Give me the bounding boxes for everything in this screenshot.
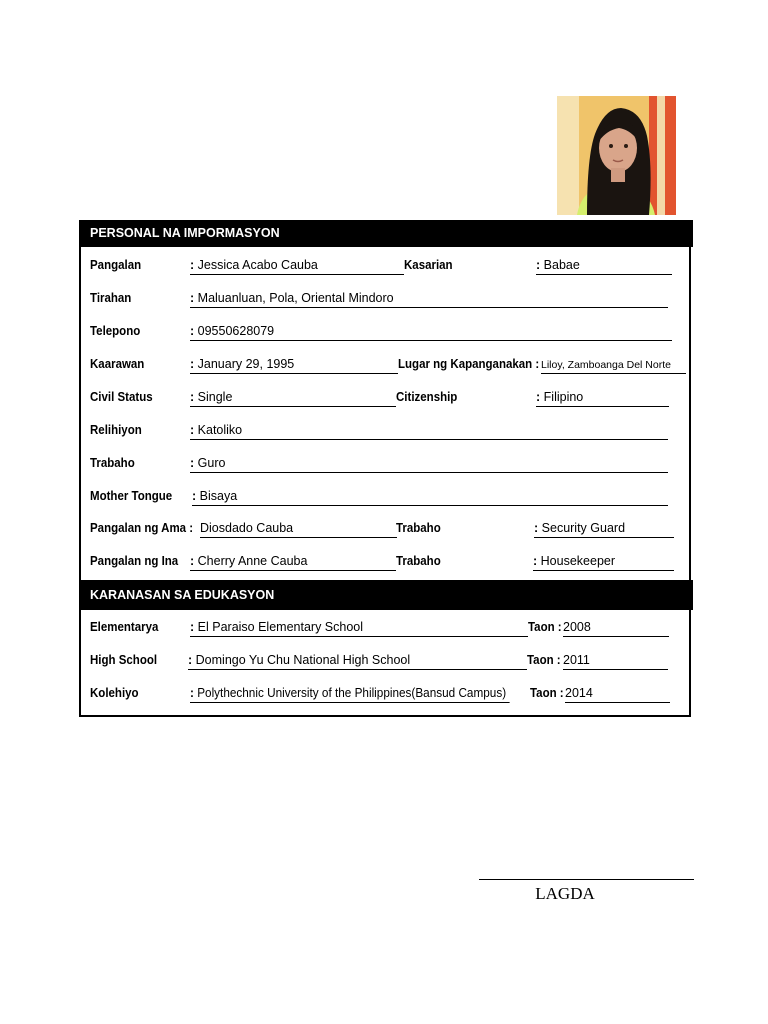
value-phone: : 09550628079: [190, 324, 672, 341]
label-high-school-year: Taon :: [527, 653, 561, 667]
section-header-personal: PERSONAL NA IMPORMASYON: [79, 220, 693, 247]
signature-label: LAGDA: [535, 884, 595, 903]
profile-photo: [557, 96, 676, 215]
value-religion: : Katoliko: [190, 423, 668, 440]
value-citizenship: : Filipino: [536, 390, 669, 407]
label-college-year: Taon :: [530, 686, 564, 700]
label-elementary: Elementarya: [90, 620, 159, 634]
value-father-name: Diosdado Cauba: [200, 521, 397, 538]
label-birthplace: Lugar ng Kapanganakan :: [398, 357, 540, 371]
label-father-name: Pangalan ng Ama :: [90, 521, 194, 535]
value-high-school: : Domingo Yu Chu National High School: [188, 653, 527, 670]
label-mother-occupation: Trabaho: [396, 554, 441, 568]
value-mother-tongue: : Bisaya: [192, 489, 668, 506]
value-occupation: : Guro: [190, 456, 668, 473]
label-name: Pangalan: [90, 258, 142, 272]
value-name: : Jessica Acabo Cauba: [190, 258, 404, 275]
value-high-school-year: 2011: [563, 653, 668, 670]
label-mother-name: Pangalan ng Ina: [90, 554, 179, 568]
value-elementary: : El Paraiso Elementary School: [190, 620, 528, 637]
label-phone: Telepono: [90, 324, 141, 338]
label-birthday: Kaarawan: [90, 357, 145, 371]
label-high-school: High School: [90, 653, 158, 667]
value-college: : Polythechnic University of the Philippines(Bansud Campus): [190, 686, 510, 703]
label-sex: Kasarian: [404, 258, 453, 272]
label-occupation: Trabaho: [90, 456, 135, 470]
value-college-year: 2014: [565, 686, 670, 703]
label-elementary-year: Taon :: [528, 620, 562, 634]
label-address: Tirahan: [90, 291, 132, 305]
value-birthplace: Liloy, Zamboanga Del Norte: [541, 357, 686, 374]
value-mother-occupation: : Housekeeper: [533, 554, 674, 571]
value-elementary-year: 2008: [563, 620, 669, 637]
value-address: : Maluanluan, Pola, Oriental Mindoro: [190, 291, 668, 308]
label-religion: Relihiyon: [90, 423, 142, 437]
label-citizenship: Citizenship: [396, 390, 458, 404]
section-header-education: KARANASAN SA EDUKASYON: [79, 580, 693, 610]
label-father-occupation: Trabaho: [396, 521, 441, 535]
value-birthday: : January 29, 1995: [190, 357, 398, 374]
portrait-image: [557, 96, 676, 215]
value-father-occupation: : Security Guard: [534, 521, 674, 538]
signature-line: [479, 879, 694, 880]
label-mother-tongue: Mother Tongue: [90, 489, 173, 503]
value-civil-status: : Single: [190, 390, 396, 407]
value-sex: : Babae: [536, 258, 672, 275]
label-college: Kolehiyo: [90, 686, 139, 700]
value-mother-name: : Cherry Anne Cauba: [190, 554, 396, 571]
label-civil-status: Civil Status: [90, 390, 153, 404]
